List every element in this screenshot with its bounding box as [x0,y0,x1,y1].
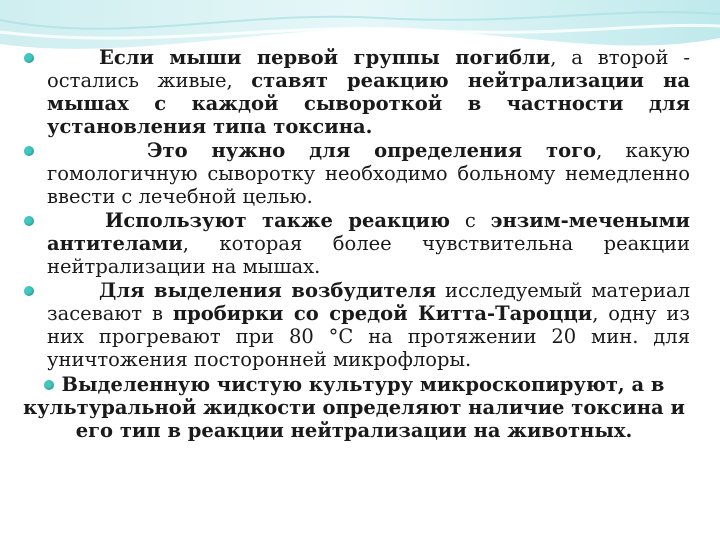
paragraph: Если мыши первой группы погибли, а второй - остались живые, ставят реакцию нейтрализации на мышах с каждой сывороткой в частности для установления типа токсина. [47,46,690,138]
bullet-icon [44,380,54,390]
bullet-icon [24,286,34,296]
bullet-item-final [18,373,690,442]
bullet-icon [24,146,34,156]
paragraph: Это нужно для определения того, какую гомологичную сыворотку необходимо больному немедленно ввести с лечебной целью. [47,139,690,208]
bullet-item [18,46,690,138]
bullet-item [18,139,690,208]
paragraph: Используют также реакцию с энзим-мечеными антителами, которая более чувствительна реакции нейтрализации на мышах. [47,209,690,278]
slide-content [18,46,690,443]
bullet-item [18,209,690,278]
paragraph: Для выделения возбудителя исследуемый материал засевают в пробирки со средой Китта-Тароцци, одну из них прогревают при 80 °С на протяжении 20 мин. для уничтожения посторонней микрофлоры. [47,279,691,371]
bullet-item [18,279,690,371]
bullet-icon [24,53,34,63]
paragraph: Выделенную чистую культуру микроскопируют, а в культуральной жидкости определяют наличие токсина и его тип в реакции нейтрализации на животных. [23,373,685,442]
bullet-icon [24,216,34,226]
